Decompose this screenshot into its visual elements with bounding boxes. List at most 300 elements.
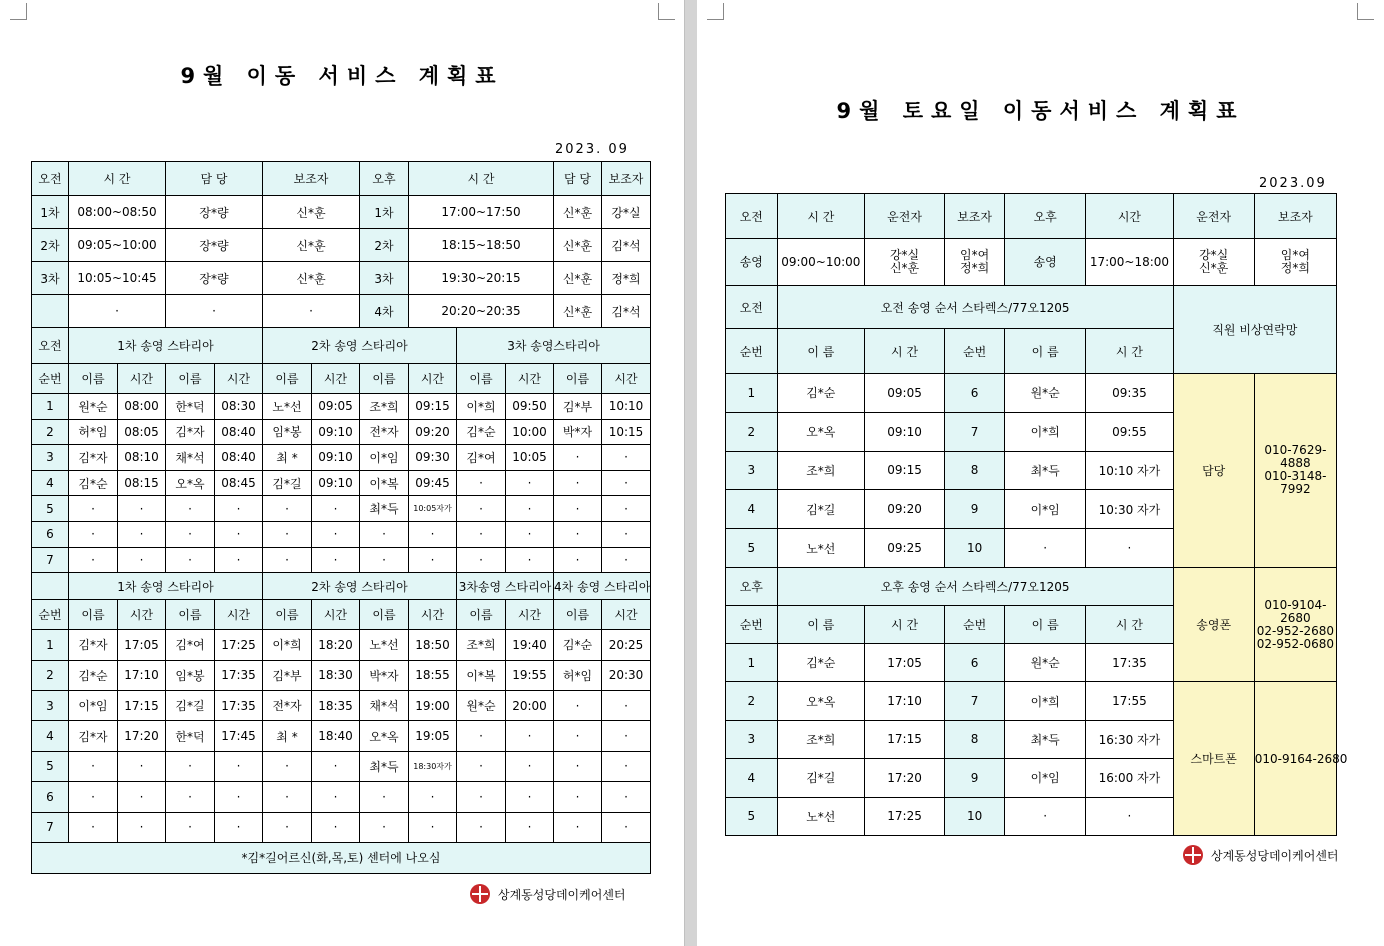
table-cell: 18:30자가 — [409, 751, 457, 781]
column-header: 오전 — [726, 194, 778, 239]
table-row — [32, 196, 651, 229]
table-cell: 09:55 — [1086, 412, 1173, 451]
row-number: 4 — [32, 721, 69, 751]
table-cell: 10:00 — [506, 419, 554, 445]
catholic-cross-logo-icon — [470, 884, 490, 904]
table-cell: 원*순 — [457, 690, 506, 720]
table-cell: 19:55 — [506, 660, 554, 690]
column-header: 순번 — [726, 605, 778, 643]
table-cell: 노*선 — [777, 529, 864, 568]
table-cell: 한*덕 — [166, 721, 215, 751]
table-cell: · — [166, 812, 215, 842]
table-cell: 17:00~17:50 — [409, 196, 554, 229]
table-cell: 최*득 — [360, 496, 409, 522]
table-row — [32, 295, 651, 328]
row-number: 8 — [945, 720, 1005, 758]
table-cell: · — [215, 547, 263, 573]
footer-org-name: 상계동성당데이케어센터 — [498, 887, 626, 902]
column-header: 시간 — [118, 364, 166, 394]
table-cell: 17:25 — [215, 630, 263, 660]
table-cell: · — [1086, 529, 1173, 568]
table-cell: 노*선 — [263, 394, 312, 420]
table-cell: 김*순 — [457, 419, 506, 445]
table-cell: · — [554, 782, 602, 812]
table-cell: · — [263, 295, 360, 328]
row-number: 5 — [726, 797, 778, 835]
table-cell: 10:10 자가 — [1086, 451, 1173, 490]
table-cell: · — [166, 782, 215, 812]
table-cell: 김*순 — [777, 374, 864, 413]
table-cell: 18:40 — [312, 721, 360, 751]
table-cell: 노*선 — [360, 630, 409, 660]
column-header: 순번 — [945, 605, 1005, 643]
row-number: 1 — [726, 374, 778, 413]
table-cell: 채*석 — [360, 690, 409, 720]
table-cell: 오*옥 — [360, 721, 409, 751]
table-cell: 08:40 — [215, 445, 263, 471]
table-cell — [32, 573, 69, 600]
table-cell: · — [602, 445, 651, 471]
table-row — [32, 328, 651, 364]
table-row — [726, 682, 1337, 720]
page-1 — [0, 0, 684, 946]
table-cell: 이*임 — [1005, 490, 1086, 529]
table-cell: · — [602, 721, 651, 751]
table-cell: 17:55 — [1086, 682, 1173, 720]
table-cell: 이*희 — [457, 394, 506, 420]
column-header: 시 간 — [777, 194, 864, 239]
table-cell: 이*임 — [360, 445, 409, 471]
table-cell: 08:00~08:50 — [69, 196, 166, 229]
table-cell: · — [457, 782, 506, 812]
table-cell: 18:50 — [409, 630, 457, 660]
column-header: 보조자 — [602, 162, 651, 196]
row-number: 8 — [945, 451, 1005, 490]
table-cell: 원*순 — [1005, 643, 1086, 681]
table-cell: 17:20 — [118, 721, 166, 751]
row-number: 6 — [32, 521, 69, 547]
row-number: 7 — [32, 812, 69, 842]
table-cell: 신*훈 — [554, 196, 602, 229]
table-cell: · — [554, 721, 602, 751]
row-number: 1 — [726, 643, 778, 681]
column-header: 오전 — [32, 162, 69, 196]
table-cell: · — [457, 812, 506, 842]
table-cell: · — [457, 751, 506, 781]
row-label: 4차 — [360, 295, 409, 328]
table-cell: 18:20 — [312, 630, 360, 660]
table-cell: 18:30 — [312, 660, 360, 690]
table-cell: · — [457, 496, 506, 522]
table-cell: 김*자 — [69, 630, 118, 660]
table-row — [726, 239, 1337, 286]
table-cell: · — [554, 690, 602, 720]
table-cell: 18:55 — [409, 660, 457, 690]
table-cell: 08:45 — [215, 470, 263, 496]
contact-label: 스마트폰 — [1173, 682, 1254, 836]
table-cell: · — [1086, 797, 1173, 835]
table-cell: · — [118, 751, 166, 781]
table-cell: · — [506, 470, 554, 496]
table-cell: 10:05 — [506, 445, 554, 471]
table-cell: · — [506, 496, 554, 522]
table-cell: 김*길 — [263, 470, 312, 496]
row-number: 3 — [32, 690, 69, 720]
table-cell: 17:35 — [215, 690, 263, 720]
section-label: 오후 — [726, 567, 778, 605]
table-cell: · — [554, 547, 602, 573]
table-cell: 09:00~10:00 — [777, 239, 864, 286]
table-cell: 박*자 — [554, 419, 602, 445]
column-header: 이름 — [166, 600, 215, 630]
table-cell: 노*선 — [777, 797, 864, 835]
table-cell: · — [312, 547, 360, 573]
table-cell: 17:05 — [865, 643, 945, 681]
table-row — [32, 573, 651, 600]
table-cell: 이*임 — [69, 690, 118, 720]
note-row: *김*길어르신(화,목,토) 센터에 나오심 — [32, 842, 651, 873]
table-cell: 08:15 — [118, 470, 166, 496]
crop-mark — [10, 3, 27, 20]
table-cell: 09:10 — [312, 419, 360, 445]
column-header: 시 간 — [865, 329, 945, 374]
table-row — [32, 842, 651, 873]
group-header: 1차 송영 스타리아 — [69, 328, 263, 364]
table-row — [32, 547, 651, 573]
table-cell: · — [215, 812, 263, 842]
table-cell: 최*득 — [360, 751, 409, 781]
table-cell: 17:05 — [118, 630, 166, 660]
document-date: 2023.09 — [1259, 176, 1327, 191]
table-cell: 10:10 — [602, 394, 651, 420]
column-header: 시간 — [312, 364, 360, 394]
table-row — [32, 262, 651, 295]
table-cell: · — [118, 812, 166, 842]
row-label: 1차 — [32, 196, 69, 229]
row-number: 10 — [945, 529, 1005, 568]
table-cell: · — [69, 547, 118, 573]
table-cell: · — [506, 721, 554, 751]
table-cell: · — [554, 751, 602, 781]
row-label: 2차 — [360, 229, 409, 262]
table-cell: 조*희 — [777, 720, 864, 758]
table-cell: 김*부 — [263, 660, 312, 690]
table-cell: 최 * — [263, 445, 312, 471]
table-cell: 조*희 — [777, 451, 864, 490]
table-cell: 17:20 — [865, 759, 945, 797]
column-header: 담 당 — [166, 162, 263, 196]
table-cell: · — [166, 521, 215, 547]
table-cell: 정*희 — [602, 262, 651, 295]
column-header: 시 간 — [409, 162, 554, 196]
column-header: 이름 — [69, 364, 118, 394]
table-cell: · — [409, 782, 457, 812]
table-cell: 19:05 — [409, 721, 457, 751]
table-cell: 20:30 — [602, 660, 651, 690]
page-2 — [697, 0, 1384, 946]
row-number: 5 — [32, 496, 69, 522]
table-row — [32, 521, 651, 547]
table-row — [32, 751, 651, 781]
table-cell: 장*량 — [166, 262, 263, 295]
table-cell: · — [118, 521, 166, 547]
table-cell: · — [457, 547, 506, 573]
table-cell: · — [506, 547, 554, 573]
column-header: 이름 — [360, 364, 409, 394]
table-row — [32, 470, 651, 496]
table-cell: 09:05 — [865, 374, 945, 413]
group-header: 오전 — [32, 328, 69, 364]
row-number: 3 — [32, 445, 69, 471]
column-header: 시간 — [602, 364, 651, 394]
table-row — [32, 690, 651, 720]
row-number: 7 — [945, 682, 1005, 720]
table-cell: 김*석 — [602, 295, 651, 328]
group-header: 2차 송영 스타리아 — [263, 573, 457, 600]
table-cell: · — [360, 812, 409, 842]
column-header: 시간 — [409, 600, 457, 630]
table-cell: · — [118, 547, 166, 573]
table-row — [726, 567, 1337, 605]
table-cell: 09:10 — [312, 445, 360, 471]
table-cell: · — [312, 521, 360, 547]
table-cell: · — [69, 751, 118, 781]
table-cell: · — [554, 812, 602, 842]
row-number: 5 — [726, 529, 778, 568]
table-cell: 김*길 — [777, 490, 864, 529]
column-header: 시간 — [312, 600, 360, 630]
table-row — [32, 630, 651, 660]
table-cell: 17:10 — [118, 660, 166, 690]
table-cell: 17:25 — [865, 797, 945, 835]
table-cell: · — [1005, 797, 1086, 835]
contact-title: 직원 비상연락망 — [1173, 286, 1336, 374]
row-number: 10 — [945, 797, 1005, 835]
table-cell: · — [118, 496, 166, 522]
table-cell: 오*옥 — [777, 412, 864, 451]
table-cell: · — [360, 782, 409, 812]
table-cell: 17:15 — [118, 690, 166, 720]
column-header: 보조자 — [1254, 194, 1336, 239]
table-cell: 김*여 — [166, 630, 215, 660]
table-cell: 08:00 — [118, 394, 166, 420]
table-cell: · — [69, 295, 166, 328]
table-cell: · — [166, 295, 263, 328]
group-header: 3차송영 스타리아 — [457, 573, 554, 600]
table-cell: 20:00 — [506, 690, 554, 720]
column-header: 이름 — [263, 364, 312, 394]
table-cell: · — [506, 521, 554, 547]
table-cell: 조*희 — [457, 630, 506, 660]
table-cell: 장*량 — [166, 229, 263, 262]
column-header: 운전자 — [1173, 194, 1254, 239]
table-cell: · — [312, 496, 360, 522]
column-header: 시간 — [409, 364, 457, 394]
column-header: 순번 — [32, 364, 69, 394]
column-header: 순번 — [945, 329, 1005, 374]
row-label — [32, 295, 69, 328]
schedule-table — [31, 161, 651, 874]
row-number: 6 — [945, 643, 1005, 681]
table-cell: · — [263, 751, 312, 781]
table-cell: 김*길 — [777, 759, 864, 797]
table-row — [32, 394, 651, 420]
document-date: 2023. 09 — [555, 142, 629, 157]
table-cell: 박*자 — [360, 660, 409, 690]
table-cell: 이*임 — [1005, 759, 1086, 797]
saturday-table — [725, 193, 1348, 836]
table-cell: 김*순 — [554, 630, 602, 660]
table-cell: · — [215, 751, 263, 781]
table-cell: · — [69, 521, 118, 547]
section-title: 오후 송영 순서 스타렉스/77오1205 — [777, 567, 1173, 605]
table-cell: 최*득 — [1005, 720, 1086, 758]
table-cell: 10:30 자가 — [1086, 490, 1173, 529]
table-cell: 이*복 — [457, 660, 506, 690]
row-number: 7 — [945, 412, 1005, 451]
table-cell: · — [602, 470, 651, 496]
table-cell: · — [554, 470, 602, 496]
table-cell: 김*길 — [166, 690, 215, 720]
table-cell: 신*훈 — [554, 295, 602, 328]
table-row — [32, 445, 651, 471]
column-header: 이름 — [166, 364, 215, 394]
crop-mark — [658, 3, 675, 20]
table-cell: 09:45 — [409, 470, 457, 496]
page-gutter — [684, 0, 697, 946]
table-cell: 17:00~18:00 — [1086, 239, 1173, 286]
row-label: 2차 — [32, 229, 69, 262]
row-number: 4 — [726, 759, 778, 797]
table-cell: · — [69, 782, 118, 812]
table-cell: · — [263, 812, 312, 842]
table-cell: · — [69, 496, 118, 522]
column-header: 담 당 — [554, 162, 602, 196]
contact-label: 송영폰 — [1173, 567, 1254, 681]
table-cell: · — [602, 690, 651, 720]
column-header: 이 름 — [1005, 605, 1086, 643]
row-number: 2 — [32, 660, 69, 690]
table-cell: 장*량 — [166, 196, 263, 229]
table-cell: 이*희 — [1005, 412, 1086, 451]
table-cell: · — [118, 782, 166, 812]
table-cell: 허*임 — [69, 419, 118, 445]
table-row — [32, 364, 651, 394]
column-header: 시간 — [215, 600, 263, 630]
table-cell: 16:30 자가 — [1086, 720, 1173, 758]
row-number: 9 — [945, 490, 1005, 529]
table-cell: 09:05 — [312, 394, 360, 420]
table-row — [726, 194, 1337, 239]
table-cell: · — [602, 812, 651, 842]
table-row — [32, 600, 651, 630]
column-header: 이 름 — [777, 605, 864, 643]
table-cell: 17:35 — [215, 660, 263, 690]
table-cell: 08:05 — [118, 419, 166, 445]
table-cell: 18:35 — [312, 690, 360, 720]
contact-numbers: 010-9164-2680 — [1254, 682, 1336, 836]
table-cell: · — [409, 547, 457, 573]
table-row — [32, 721, 651, 751]
group-header: 4차 송영 스타리아 — [554, 573, 651, 600]
table-row — [32, 812, 651, 842]
table-cell: 09:35 — [1086, 374, 1173, 413]
column-header: 시 간 — [1086, 329, 1173, 374]
column-header: 이름 — [554, 600, 602, 630]
column-header: 이름 — [263, 600, 312, 630]
table-cell: 조*희 — [360, 394, 409, 420]
row-number: 4 — [726, 490, 778, 529]
table-cell: 임*여 정*희 — [1254, 239, 1336, 286]
table-cell: 09:30 — [409, 445, 457, 471]
table-cell: 09:25 — [865, 529, 945, 568]
table-cell: · — [166, 751, 215, 781]
column-header: 이름 — [554, 364, 602, 394]
table-row — [32, 782, 651, 812]
column-header: 오후 — [360, 162, 409, 196]
column-header: 보조자 — [263, 162, 360, 196]
table-cell: 17:15 — [865, 720, 945, 758]
table-cell: 18:15~18:50 — [409, 229, 554, 262]
table-cell: 10:05~10:45 — [69, 262, 166, 295]
table-row — [32, 419, 651, 445]
table-cell: 09:10 — [865, 412, 945, 451]
table-cell: 김*여 — [457, 445, 506, 471]
column-header: 이름 — [360, 600, 409, 630]
group-header: 2차 송영 스타리아 — [263, 328, 457, 364]
table-cell: · — [263, 547, 312, 573]
table-cell: 이*희 — [1005, 682, 1086, 720]
table-cell: 09:20 — [409, 419, 457, 445]
table-cell: · — [360, 547, 409, 573]
table-cell: 08:30 — [215, 394, 263, 420]
contact-numbers: 010-7629-4888 010-3148-7992 — [1254, 374, 1336, 568]
table-cell: 19:30~20:15 — [409, 262, 554, 295]
table-cell: 09:20 — [865, 490, 945, 529]
row-number: 3 — [726, 451, 778, 490]
row-number: 7 — [32, 547, 69, 573]
column-header: 시간 — [215, 364, 263, 394]
table-cell: 20:25 — [602, 630, 651, 660]
table-cell: 김*자 — [69, 445, 118, 471]
table-cell: · — [166, 496, 215, 522]
table-cell: 17:10 — [865, 682, 945, 720]
group-header: 3차 송영스타리아 — [457, 328, 651, 364]
column-header: 순번 — [32, 600, 69, 630]
column-header: 순번 — [726, 329, 778, 374]
table-cell: 임*봉 — [166, 660, 215, 690]
crop-mark — [707, 3, 724, 20]
column-header: 시간 — [602, 600, 651, 630]
table-cell: 19:40 — [506, 630, 554, 660]
table-cell: 김*부 — [554, 394, 602, 420]
column-header: 시 간 — [69, 162, 166, 196]
column-header: 시간 — [506, 364, 554, 394]
row-number: 6 — [32, 782, 69, 812]
table-row — [32, 162, 651, 196]
page-title: 9월 토요일 이동서비스 계획표 — [836, 99, 1245, 123]
catholic-cross-logo-icon — [1183, 845, 1203, 865]
table-cell: · — [457, 521, 506, 547]
table-row — [32, 660, 651, 690]
table-cell: 강*실 — [602, 196, 651, 229]
table-cell: 김*순 — [69, 470, 118, 496]
table-cell: 오*옥 — [777, 682, 864, 720]
table-cell: 김*순 — [777, 643, 864, 681]
table-cell: · — [409, 812, 457, 842]
table-cell: 09:15 — [409, 394, 457, 420]
table-cell: · — [263, 521, 312, 547]
